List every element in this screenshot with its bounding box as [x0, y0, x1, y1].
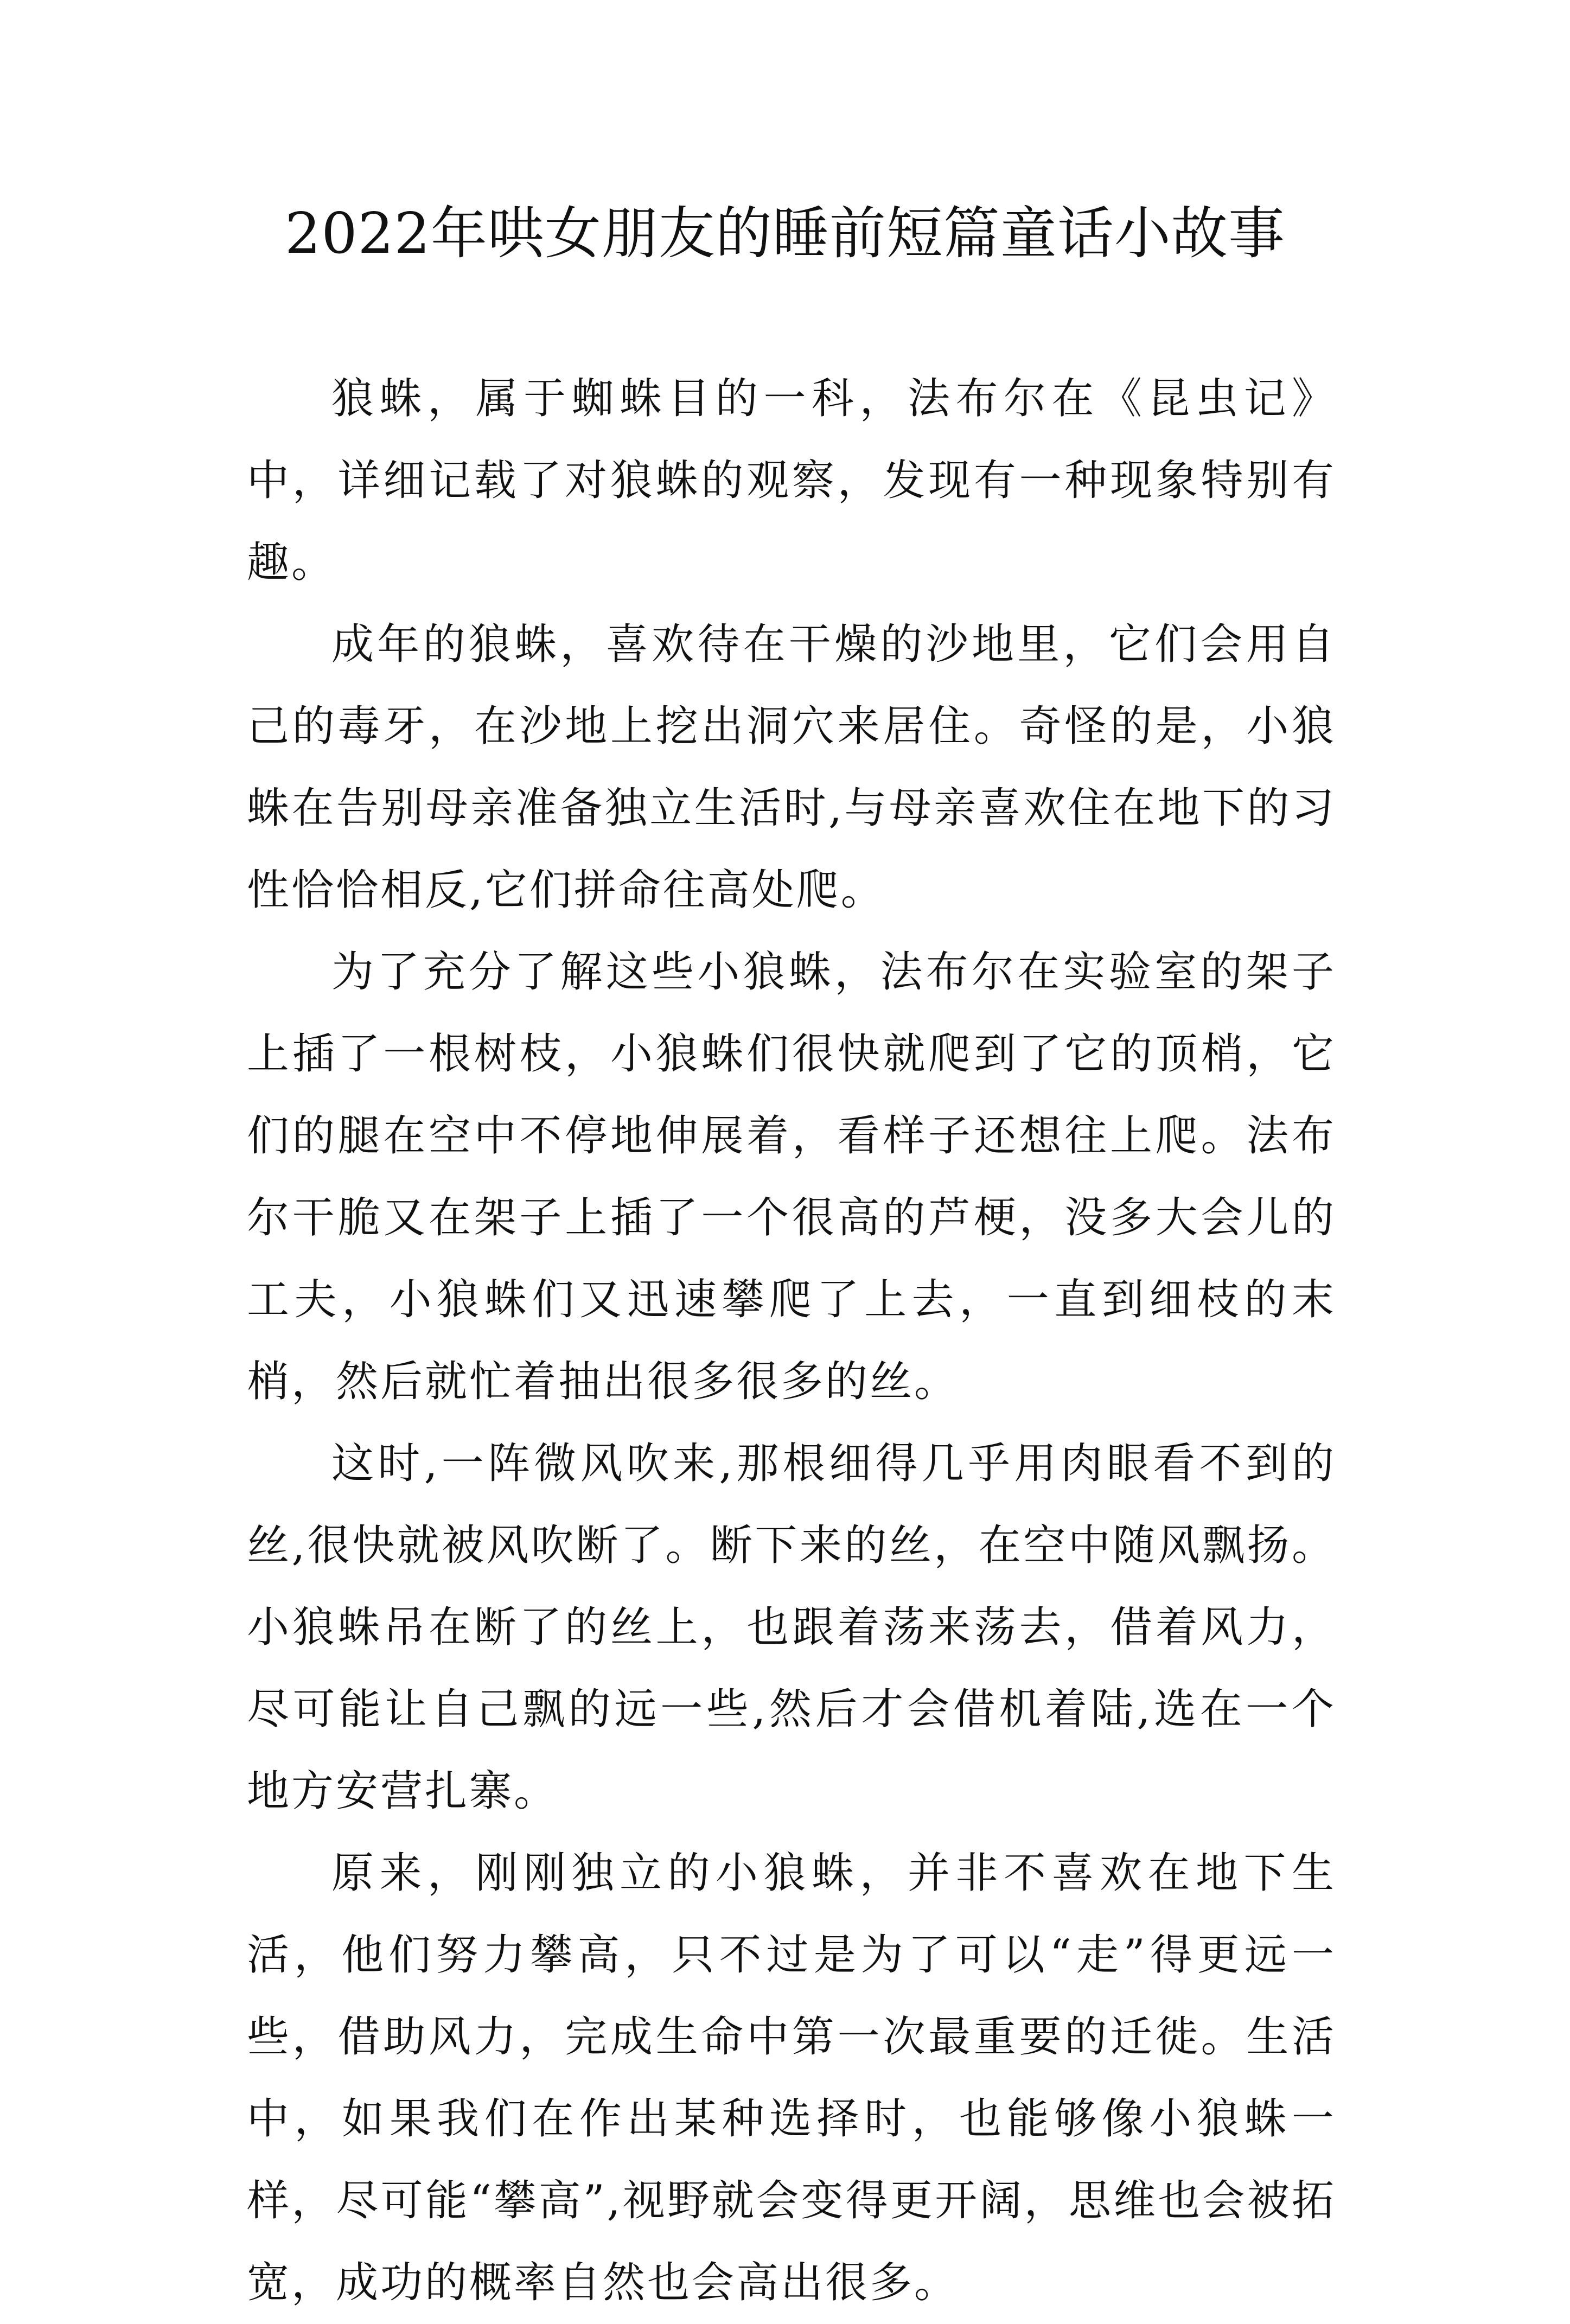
paragraph-5: 原来，刚刚独立的小狼蛛，并非不喜欢在地下生活，他们努力攀高，只不过是为了可以“走”得更远一些，借助风力，完成生命中第一次最重要的迁徙。生活中，如果我们在作出某种选择时，也能够像小狼蛛一样，尽可能“攀高”,视野就会变得更开阔，思维也会被拓宽，成功的概率自然也会高出很多。 [247, 1849, 1336, 2307]
paragraph-3: 为了充分了解这些小狼蛛，法布尔在实验室的架子上插了一根树枝，小狼蛛们很快就爬到了它的顶梢，它们的腿在空中不停地伸展着，看样子还想往上爬。法布尔干脆又在架子上插了一个很高的芦梗，没多大会儿的工夫，小狼蛛们又迅速攀爬了上去，一直到细枝的末梢，然后就忙着抽出很多很多的丝。 [247, 948, 1336, 1406]
paragraph-4: 这时,一阵微风吹来,那根细得几乎用肉眼看不到的丝,很快就被风吹断了。断下来的丝，在空中随风飘扬。小狼蛛吊在断了的丝上，也跟着荡来荡去，借着风力，尽可能让自己飘的远一些,然后才会借机着陆,选在一个地方安营扎寨。 [247, 1439, 1336, 1816]
paragraph-2: 成年的狼蛛，喜欢待在干燥的沙地里，它们会用自己的毒牙，在沙地上挖出洞穴来居住。奇怪的是，小狼蛛在告别母亲准备独立生活时,与母亲喜欢住在地下的习性恰恰相反,它们拼命往高处爬。 [247, 620, 1336, 915]
document-title: 2022年哄女朋友的睡前短篇童话小故事 [285, 200, 1285, 266]
paragraph-1: 狼蛛，属于蜘蛛目的一科，法布尔在《昆虫记》中，详细记载了对狼蛛的观察，发现有一种现象特别有趣。 [247, 374, 1336, 587]
document-body [247, 358, 1336, 2324]
